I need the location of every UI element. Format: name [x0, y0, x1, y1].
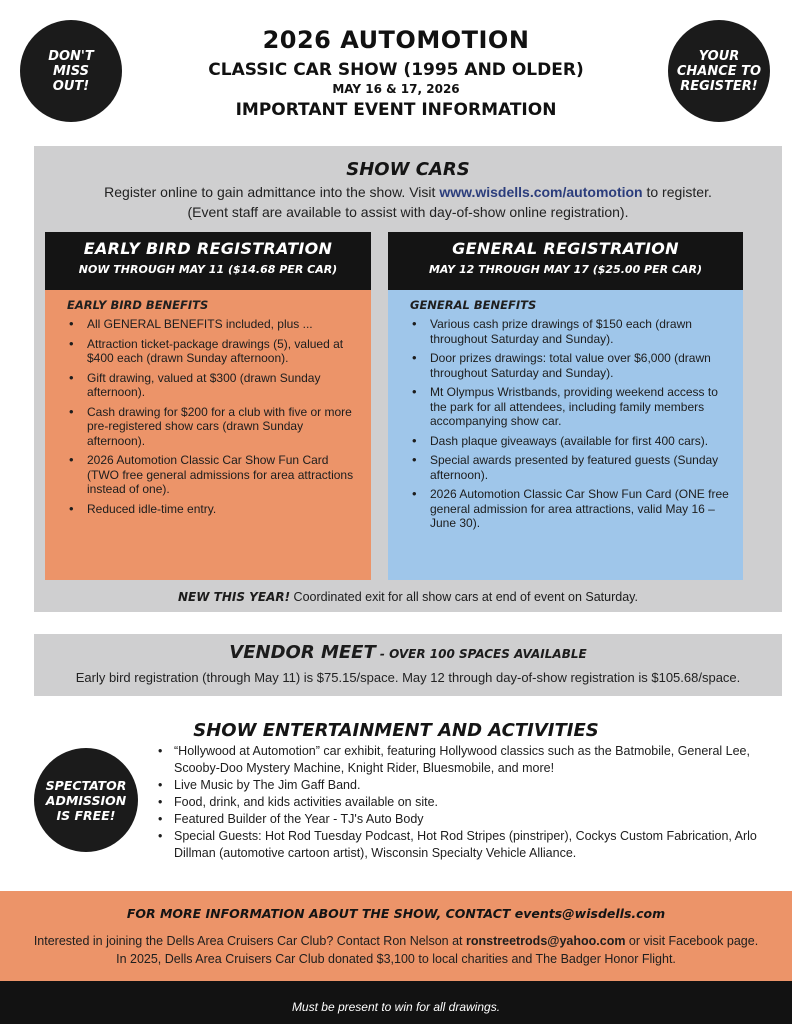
vendor-meet-details: Early bird registration (through May 11) is $75.15/space. May 12 through day-of-show registration is $105.68/space. — [75, 670, 741, 685]
general-benefits-heading: GENERAL BENEFITS — [410, 298, 537, 312]
flyer-header — [0, 0, 792, 140]
vendor-meet-title: VENDOR MEET — [229, 642, 376, 663]
show-cars-intro-note: (Event staff are available to assist with day-of-show online registration). — [187, 204, 629, 220]
car-club-suffix: or visit Facebook page. — [625, 934, 759, 948]
list-item: • Attraction ticket-package drawings (5), valued at $400 each (drawn Sunday afternoon). — [67, 337, 361, 366]
entertainment-title: SHOW ENTERTAINMENT AND ACTIVITIES — [193, 720, 599, 741]
general-body — [388, 290, 743, 580]
entertainment-list — [158, 743, 758, 862]
vendor-meet-heading — [34, 642, 782, 663]
list-item: • Door prizes drawings: total value over $6,000 (drawn throughout Saturday and Sunday). — [410, 351, 733, 380]
new-this-year-text: Coordinated exit for all show cars at end of event on Saturday. — [290, 590, 638, 604]
registration-link[interactable]: www.wisdells.com/automotion — [439, 184, 643, 200]
event-info-heading: IMPORTANT EVENT INFORMATION — [235, 100, 557, 120]
list-item: • “Hollywood at Automotion” car exhibit, featuring Hollywood classics such as the Batmobile, General Lee, Scooby-Doo Mystery Machine, Knight Rider, Bluesmobile, and more! — [158, 743, 758, 777]
list-item: • 2026 Automotion Classic Car Show Fun Card (ONE free general admission for area attractions, valid May 16 – June 30). — [410, 487, 733, 531]
list-item: • Food, drink, and kids activities available on site. — [158, 794, 758, 811]
early-bird-header — [45, 232, 371, 290]
list-item: • Live Music by The Jim Gaff Band. — [158, 777, 758, 794]
dont-miss-out-badge: DON'T MISS OUT! — [20, 20, 122, 122]
show-cars-intro — [34, 184, 782, 200]
more-info-bar — [0, 891, 792, 981]
donation-line: In 2025, Dells Area Cruisers Car Club donated $3,100 to local charities and The Badger Honor Flight. — [116, 952, 676, 966]
list-item: • Mt Olympus Wristbands, providing weekend access to the park for all attendees, including family members accompanying show car. — [410, 385, 733, 429]
event-dates: MAY 16 & 17, 2026 — [332, 82, 460, 96]
general-benefits-list — [410, 317, 733, 531]
early-bird-benefits-list — [67, 317, 361, 516]
list-item: • Gift drawing, valued at $300 (drawn Sunday afternoon). — [67, 371, 361, 400]
spectator-admission-badge: SPECTATOR ADMISSION IS FREE! — [34, 748, 138, 852]
register-badge: YOUR CHANCE TO REGISTER! — [668, 20, 770, 122]
intro-text: Register online to gain admittance into the show. Visit — [104, 184, 440, 200]
general-title: GENERAL REGISTRATION — [452, 239, 679, 258]
vendor-meet-panel — [34, 634, 782, 696]
intro-suffix: to register. — [642, 184, 712, 200]
early-bird-title: EARLY BIRD REGISTRATION — [83, 239, 333, 258]
general-header — [388, 232, 743, 290]
general-column — [388, 232, 743, 580]
show-cars-panel — [34, 146, 782, 612]
event-subtitle: CLASSIC CAR SHOW (1995 AND OLDER) — [208, 60, 584, 80]
car-club-email-link[interactable]: ronstreetrods@yahoo.com — [466, 934, 626, 948]
contact-email-link[interactable]: events@wisdells.com — [514, 906, 666, 921]
list-item: • Special awards presented by featured guests (Sunday afternoon). — [410, 453, 733, 482]
contact-text: FOR MORE INFORMATION ABOUT THE SHOW, CONTACT — [126, 906, 515, 921]
contact-line — [0, 906, 792, 921]
early-bird-subtitle: NOW THROUGH MAY 11 ($14.68 PER CAR) — [78, 263, 338, 276]
list-item: • Dash plaque giveaways (available for first 400 cars). — [410, 434, 733, 449]
list-item: • 2026 Automotion Classic Car Show Fun Card (TWO free general admissions for area attractions instead of one). — [67, 453, 361, 497]
list-item: • Special Guests: Hot Rod Tuesday Podcast, Hot Rod Stripes (pinstriper), Cockys Custom Fabrication, Arlo Dillman (automotive cartoon artist), Wisconsin Specialty Vehicle Alliance. — [158, 828, 758, 862]
list-item: • Featured Builder of the Year - TJ's Auto Body — [158, 811, 758, 828]
early-bird-body — [45, 290, 371, 580]
list-item: • Various cash prize drawings of $150 each (drawn throughout Saturday and Sunday). — [410, 317, 733, 346]
footer-note: Must be present to win for all drawings. — [0, 981, 792, 1024]
early-bird-column — [45, 232, 371, 580]
car-club-text: Interested in joining the Dells Area Cruisers Car Club? Contact Ron Nelson at — [33, 934, 466, 948]
show-cars-title: SHOW CARS — [346, 159, 470, 180]
early-bird-benefits-heading: EARLY BIRD BENEFITS — [67, 298, 209, 312]
event-title: 2026 AUTOMOTION — [262, 26, 530, 54]
list-item: • All GENERAL BENEFITS included, plus ... — [67, 317, 361, 332]
general-subtitle: MAY 12 THROUGH MAY 17 ($25.00 PER CAR) — [428, 263, 703, 276]
car-club-line — [0, 934, 792, 948]
list-item: • Cash drawing for $200 for a club with five or more pre-registered show cars (drawn Sunday afternoon). — [67, 405, 361, 449]
new-this-year-label: NEW THIS YEAR! — [178, 590, 291, 604]
list-item: • Reduced idle-time entry. — [67, 502, 361, 517]
vendor-meet-subtitle: - OVER 100 SPACES AVAILABLE — [375, 647, 587, 661]
new-this-year-note — [34, 590, 782, 604]
